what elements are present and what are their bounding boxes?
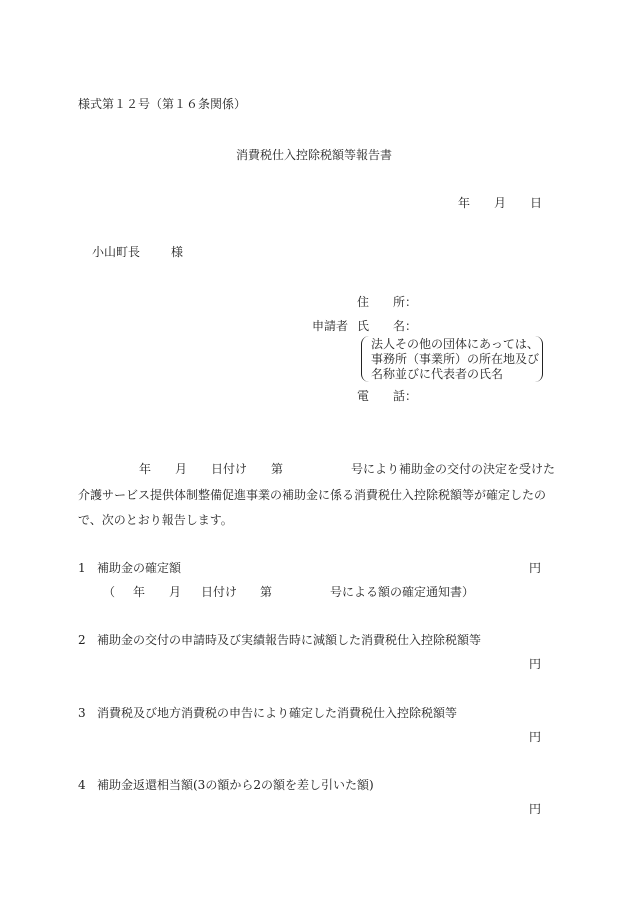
sub-open-paren: （: [103, 585, 116, 599]
date-month: 月: [494, 196, 507, 210]
item-unit: 円: [529, 802, 542, 816]
corporation-note-line: 名称並びに代表者の氏名: [371, 367, 504, 381]
body-no: 第: [271, 462, 284, 476]
item-number: 1: [78, 561, 86, 575]
item-unit: 円: [529, 561, 542, 575]
body-dated: 日付け: [211, 462, 248, 476]
address-label: 住 所：: [357, 295, 418, 309]
sub-dated: 日付け: [201, 585, 238, 599]
item-unit: 円: [529, 730, 542, 744]
body-line3: で、次のとおり報告します。: [78, 513, 233, 527]
item-number: 2: [78, 633, 86, 647]
addressee-honorific: 様: [171, 245, 184, 259]
body-line1-text: 号により補助金の交付の決定を受けた: [351, 462, 556, 476]
item-number: 4: [78, 778, 86, 792]
addressee-name: 小山町長: [92, 245, 141, 259]
applicant-label: 申請者: [312, 319, 349, 333]
item-label: 補助金の交付の申請時及び実績報告時に減額した消費税仕入控除税額等: [97, 633, 482, 647]
document-title: 消費税仕入控除税額等報告書: [236, 148, 393, 162]
body-line2: 介護サービス提供体制整備促進事業の補助金に係る消費税仕入控除税額等が確定したの: [78, 488, 547, 502]
form-number: 様式第１２号（第１６条関係）: [78, 97, 247, 111]
date-day: 日: [530, 196, 543, 210]
sub-month: 月: [169, 585, 182, 599]
sub-year: 年: [133, 585, 146, 599]
item-number: 3: [78, 706, 86, 720]
item-label: 消費税及び地方消費税の申告により確定した消費税仕入控除税額等: [97, 706, 458, 720]
item-label: 補助金の確定額: [97, 561, 182, 575]
sub-no: 第: [260, 585, 273, 599]
sub-text: 号による額の確定通知書）: [330, 585, 475, 599]
corporation-note-line: 事務所（事業所）の所在地及び: [371, 352, 540, 366]
phone-label: 電 話：: [357, 389, 418, 403]
corporation-note-line: 法人その他の団体にあっては、: [371, 337, 539, 351]
item-unit: 円: [529, 657, 542, 671]
corporation-note: [371, 337, 539, 382]
item-label: 補助金返還相当額(3の額から2の額を差し引いた額): [97, 778, 374, 792]
date-year: 年: [458, 196, 471, 210]
body-year: 年: [139, 462, 152, 476]
name-label: 氏 名：: [357, 319, 418, 333]
body-month: 月: [175, 462, 188, 476]
